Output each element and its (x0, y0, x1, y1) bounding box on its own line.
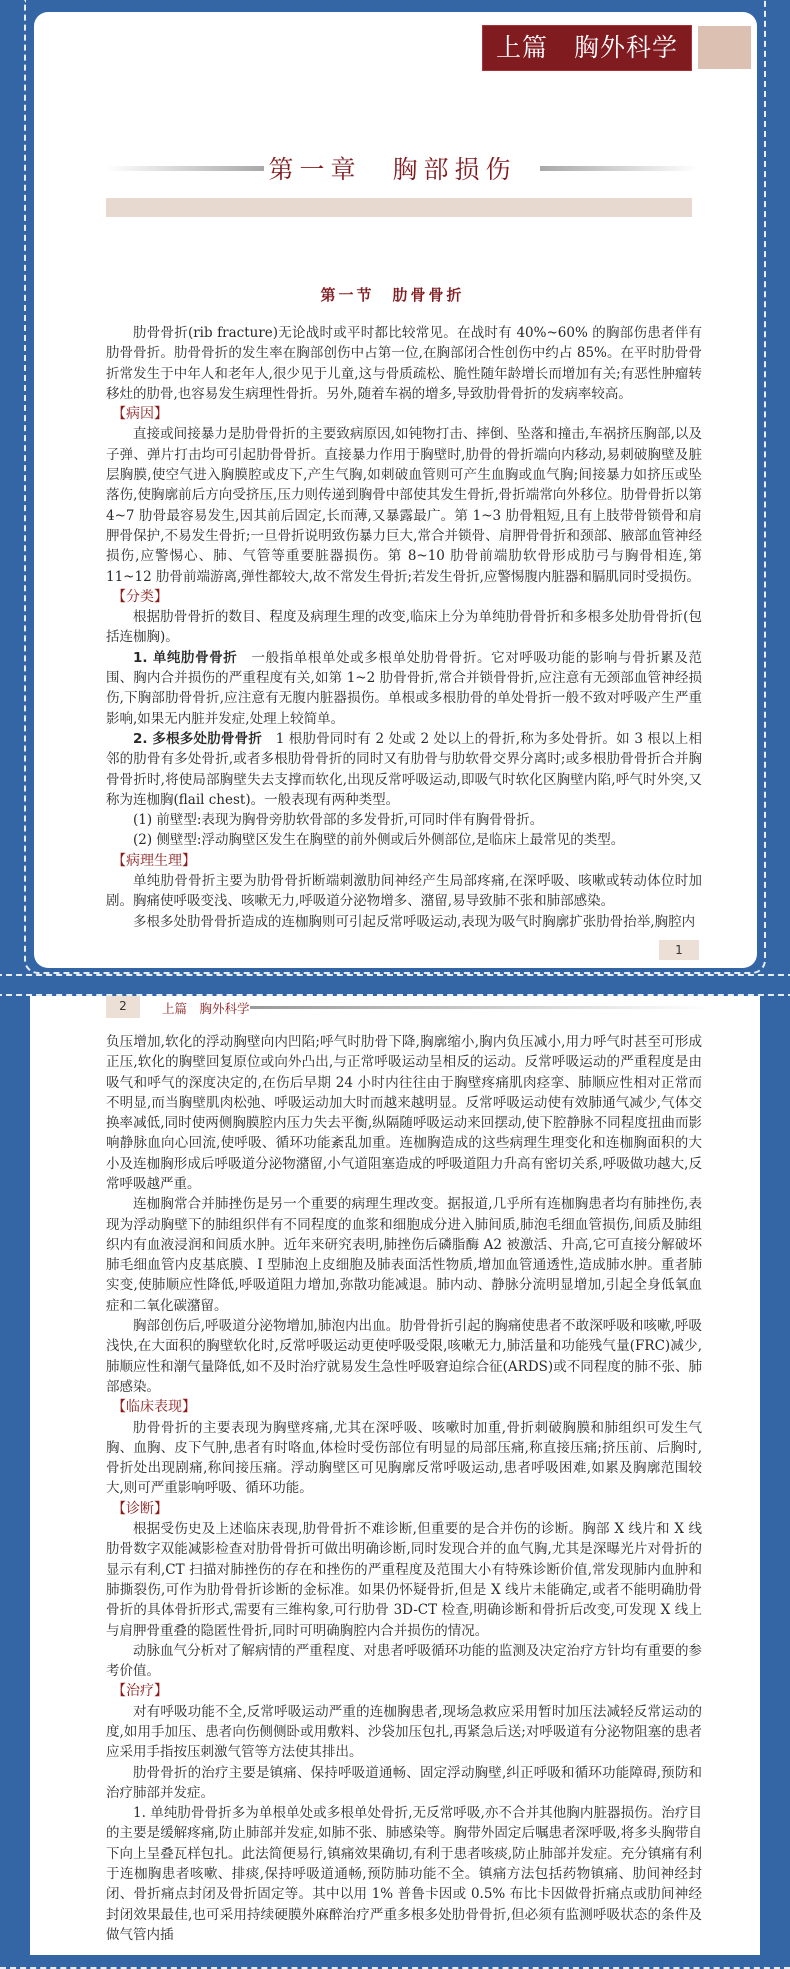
paragraph (106, 729, 702, 810)
paragraph: (1) 前壁型:表现为胸骨旁肋软骨部的多发骨折,可同时伴有胸骨骨折。 (133, 812, 544, 829)
paragraph: 根据肋骨骨折的数目、程度及病理生理的改变,临床上分为单纯肋骨骨折和多根多处肋骨骨折(包括连枷胸)。 (106, 609, 702, 646)
paragraph: 单纯肋骨骨折主要为肋骨骨折断端刺激肋间神经产生局部疼痛,在深呼吸、咳嗽或转动体位时加剧。胸痛使呼吸变浅、咳嗽无力,呼吸道分泌物增多、潴留,易导致肺不张和肺部感染。 (106, 873, 702, 910)
item-title: 1. 单纯肋骨骨折 (133, 649, 238, 666)
subheading-classification: 【分类】 (112, 588, 168, 605)
item-text: 1 根肋骨同时有 2 处或 2 处以上的骨折,称为多处骨折。如 3 根以上相邻的肋骨有多处骨折,或者多根肋骨骨折的同时又有肋骨与肋软骨交界分离时;或多根肋骨骨折合并胸骨骨折时,将使局部胸壁失去支撑而软化,出现反常呼吸运动,即吸气时软化区胸壁内陷,呼气时外突,又称为连枷胸(flail chest)。一般表现有两种类型。 (106, 730, 702, 808)
page-separator-dashed-line (0, 974, 790, 996)
section-title: 第一节 肋骨骨折 (320, 286, 465, 304)
page1-body (106, 12, 702, 932)
page-2 (30, 996, 760, 1955)
paragraph: 根据受伤史及上述临床表现,肋骨骨折不难诊断,但重要的是合并伤的诊断。胸部 X 线片和 X 线肋骨数字双能减影检查对肋骨骨折可做出明确诊断,同时发现合并的血气胸,尤其是深曝光片对骨折的显示有利,CT 扫描对肺挫伤的存在和挫伤的严重程度及范围大小有特殊诊断价值,常发现肺内血肿和肺撕裂伤,可作为肋骨骨折诊断的金标准。如果仍怀疑骨折,但是 X 线片未能确定,或者不能明确肋骨骨折的具体骨折形式,需要有三维构象,可行肋骨 3D-CT 检查,明确诊断和骨折后改变,可发现 X 线上与肩胛骨重叠的隐匿性骨折,同时可明确胸腔内合并损伤的情况。 (106, 1521, 702, 1639)
subheading-treatment: 【治疗】 (112, 1683, 168, 1700)
paragraph: 负压增加,软化的浮动胸壁向内凹陷;呼气时肋骨下降,胸廓缩小,胸内负压减小,用力呼气时甚至可形成正压,软化的胸壁回复原位或向外凸出,与正常呼吸运动呈相反的运动。反常呼吸运动的严重程度是由吸气和呼气的深度决定的,在伤后早期 24 小时内往往由于胸壁疼痛肌肉痉挛、肺顺应性相对正常而不明显,而当胸壁肌肉松弛、呼吸运动加大时而越来越明显。反常呼吸运动使有效肺通气减少,气体交换率减低,同时使两侧胸膜腔内压力失去平衡,纵隔随呼吸运动来回摆动,使下腔静脉不同程度扭曲而影响静脉血向心回流,使呼吸、循环功能紊乱加重。连枷胸造成的这些病理生理变化和连枷胸面积的大小及连枷胸形成后呼吸道分泌物潴留,小气道阻塞造成的呼吸道阻力升高有密切关系,呼吸做功越大,反常呼吸越严重。 (106, 1033, 702, 1192)
subheading-clinical: 【临床表现】 (112, 1399, 196, 1416)
subheading-etiology: 【病因】 (112, 406, 168, 423)
paragraph: 直接或间接暴力是肋骨骨折的主要致病原因,如钝物打击、摔倒、坠落和撞击,车祸挤压胸部,以及子弹、弹片打击均可引起肋骨骨折。直接暴力作用于胸壁时,肋骨的骨折端向内移动,易刺破胸壁及脏层胸膜,使空气进入胸膜腔或皮下,产生气胸,如刺破血管则可产生血胸或血气胸;间接暴力如挤压或坠落伤,使胸廓前后方向受挤压,压力则传递到胸骨中部使其发生骨折,骨折端常向外移位。肋骨骨折以第 4~7 肋骨最容易发生,因其前后固定,长而薄,又暴露最广。第 1~3 肋骨粗短,且有上肢带骨锁骨和肩胛骨保护,不易发生骨折;一旦骨折说明致伤暴力巨大,常合并锁骨、肩胛骨骨折和颈部、腋部血管神经损伤,应警惕心、肺、气管等重要脏器损伤。第 8~10 肋骨前端肋软骨形成肋弓与胸骨相连,第 11~12 肋骨前端游离,弹性都较大,故不常发生骨折;若发生骨折,应警惕腹内脏器和膈肌同时受损伤。 (106, 426, 702, 585)
paragraph: 连枷胸常合并肺挫伤是另一个重要的病理生理改变。据报道,几乎所有连枷胸患者均有肺挫伤,表现为浮动胸壁下的肺组织伴有不同程度的血浆和细胞成分进入肺间质,肺泡毛细血管损伤,间质及肺组织内有血液浸润和间质水肿。近年来研究表明,肺挫伤后磷脂酶 A2 被激活、升高,它可直接分解破坏肺毛细血管内皮基底膜、I 型肺泡上皮细胞及肺表面活性物质,增加血管通透性,造成肺水肿。重者肺实变,使肺顺应性降低,呼吸道阻力增加,弥散功能减退。肺内动、静脉分流明显增加,引起全身低氧血症和二氧化碳潴留。 (106, 1196, 702, 1314)
subheading-diagnosis: 【诊断】 (112, 1500, 168, 1517)
paragraph (106, 648, 702, 729)
page-number: 1 (659, 940, 699, 960)
page-number: 2 (106, 996, 140, 1018)
subheading-pathophysiology: 【病理生理】 (112, 852, 196, 869)
paragraph: 胸部创伤后,呼吸道分泌物增加,肺泡内出血。肋骨骨折引起的胸痛使患者不敢深呼吸和咳嗽,呼吸浅快,在大面积的胸壁软化时,反常呼吸运动更使呼吸受限,咳嗽无力,肺活量和功能残气量(FRC)减少,肺顺应性和潮气量降低,如不及时治疗就易发生急性呼吸窘迫综合征(ARDS)或不同程度的肺不张、肺部感染。 (106, 1318, 702, 1395)
paragraph: (2) 侧壁型:浮动胸壁区发生在胸壁的前外侧或后外侧部位,是临床上最常见的类型。 (133, 832, 625, 849)
page-1 (34, 12, 757, 968)
running-head: 上篇 胸外科学 (162, 1000, 250, 1016)
paragraph: 肋骨骨折的主要表现为胸壁疼痛,尤其在深呼吸、咳嗽时加重,骨折刺破胸膜和肺组织可发生气胸、血胸、皮下气肿,患者有时咯血,体检时受伤部位有明显的局部压痛,称直接压痛;挤压前、后胸时,骨折处出现剧痛,称间接压痛。浮动胸壁区可见胸廓反常呼吸运动,患者呼吸困难,如累及胸廓范围较大,则可严重影响呼吸、循环功能。 (106, 1419, 702, 1497)
paragraph: 多根多处肋骨骨折造成的连枷胸则可引起反常呼吸运动,表现为吸气时胸廓扩张肋骨抬举,胸腔内 (133, 913, 696, 930)
paragraph: 肋骨骨折(rib fracture)无论战时或平时都比较常见。在战时有 40%~60% 的胸部伤患者伴有肋骨骨折。肋骨骨折的发生率在胸部创伤中占第一位,在胸部闭合性创伤中约占 85%。在平时肋骨骨折常发生于中年人和老年人,很少见于儿童,这与骨质疏松、脆性随年龄增长而增加有关;有恶性肿瘤转移灶的肋骨,也容易发生病理性骨折。另外,随着车祸的增多,导致肋骨骨折的发病率较高。 (106, 325, 702, 402)
paragraph: 肋骨骨折的治疗主要是镇痛、保持呼吸道通畅、固定浮动胸壁,纠正呼吸和循环功能障碍,预防和治疗肺部并发症。 (106, 1764, 702, 1801)
part-banner: 上篇 胸外科学 (482, 25, 692, 71)
page-separator (0, 974, 790, 996)
page1-dashed-border (24, 0, 766, 974)
paragraph: 对有呼吸功能不全,反常呼吸运动严重的连枷胸患者,现场急救应采用暂时加压法减轻反常运动的度,如用手加压、患者向伤侧侧卧或用敷料、沙袋加压包扎,再紧急后送;对呼吸道有分泌物阻塞的患者应采用手指按压刺激气管等方法使其排出。 (106, 1703, 702, 1761)
paragraph: 1. 单纯肋骨骨折多为单根单处或多根单处骨折,无反常呼吸,亦不合并其他胸内脏器损伤。治疗目的主要是缓解疼痛,防止肺部并发症,如肺不张、肺感染等。胸带外固定后嘱患者深呼吸,将多头胸带自下向上呈叠瓦样包扎。此法简便易行,镇痛效果确切,有利于患者咳痰,防止肺部并发症。充分镇痛有利于连枷胸患者咳嗽、排痰,保持呼吸道通畅,预防肺功能不全。镇痛方法包括药物镇痛、肋间神经封闭、骨折痛点封闭及骨折固定等。其中以用 1% 普鲁卡因或 0.5% 布比卡因做骨折痛点或肋间神经封闭效果最佳,也可采用持续硬膜外麻醉治疗严重多根多处肋骨骨折,但必须有监测呼吸状态的条件及做气管内插 (106, 1805, 702, 1943)
paragraph: 动脉血气分析对了解病情的严重程度、对患者呼吸循环功能的监测及决定治疗方针均有重要的参考价值。 (106, 1642, 702, 1680)
item-text: 一般指单根单处或多根单处肋骨骨折。它对呼吸功能的影响与骨折累及范围、胸内合并损伤的严重程度有关,如第 1~2 肋骨骨折,常合并锁骨骨折,应注意有无颈部血管神经损伤,下胸部肋骨骨折,应注意有无腹内脏器损伤。单根或多根肋骨的单处骨折一般不致对呼吸产生严重影响,如果无内脏并发症,处理上较简单。 (106, 649, 702, 727)
page2-body (106, 996, 702, 1945)
item-title: 2. 多根多处肋骨骨折 (133, 730, 263, 747)
banner-side-block (698, 26, 751, 69)
chapter-title: 第一章 胸部损伤 (268, 155, 517, 184)
